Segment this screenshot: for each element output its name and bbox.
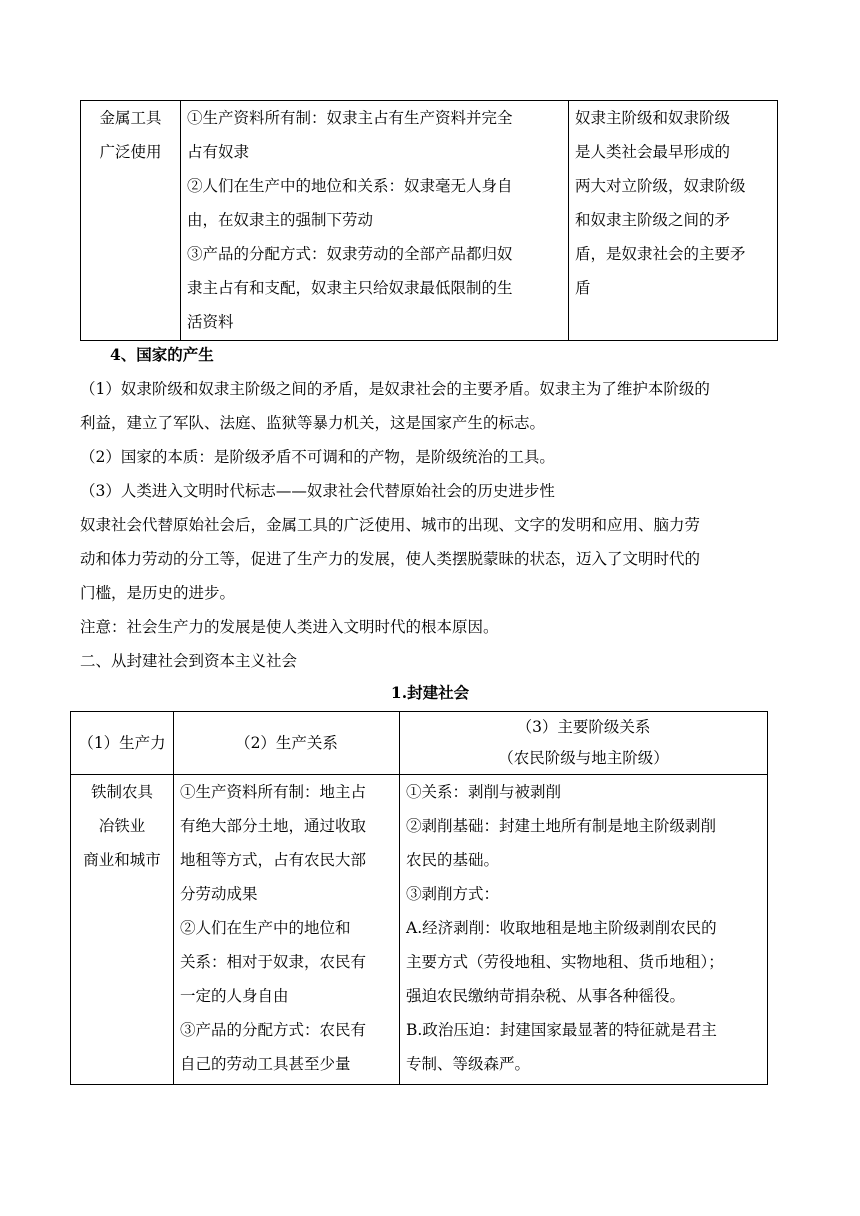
cell-line: 强迫农民缴纳苛捐杂税、从事各种徭役。 (406, 987, 686, 1005)
cell-line: ①生产资料所有制：奴隶主占有生产资料并完全 (187, 109, 513, 127)
productivity-cell (81, 101, 181, 341)
cell-line: B.政治压迫：封建国家最显著的特征就是君主 (406, 1021, 717, 1039)
cell-line: 一定的人身自由 (180, 987, 289, 1005)
cell-line: 广泛使用 (99, 143, 162, 161)
header-line: （农民阶级与地主阶级） (498, 749, 669, 767)
cell-line: 地租等方式，占有农民大部 (180, 851, 367, 869)
cell-line: A.经济剥削：收取地租是地主阶级剥削农民的 (406, 919, 717, 937)
table-row (81, 101, 778, 341)
feudal-society-table (70, 711, 768, 1085)
relations-of-production-cell (174, 775, 400, 1085)
paragraph: （2）国家的本质：是阶级矛盾不可调和的产物，是阶级统治的工具。 (80, 448, 555, 466)
cell-line: 盾 (575, 279, 591, 297)
note: 注意：社会生产力的发展是使人类进入文明时代的根本原因。 (80, 618, 499, 636)
cell-line: ②人们在生产中的地位和 (180, 919, 351, 937)
class-relations-cell (400, 775, 768, 1085)
header-relations: （2）生产关系 (174, 712, 400, 775)
cell-line: ③产品的分配方式：农民有 (180, 1021, 367, 1039)
table-caption: 1.封建社会 (390, 683, 470, 702)
relations-of-production-cell (181, 101, 569, 341)
header-class-relations (400, 712, 768, 775)
paragraph: （3）人类进入文明时代标志——奴隶社会代替原始社会的历史进步性 (80, 482, 555, 500)
cell-line: 铁制农具 (90, 783, 153, 801)
header-line: （3）主要阶级关系 (516, 718, 651, 736)
paragraph: 门槛，是历史的进步。 (80, 584, 236, 602)
cell-line: ①生产资料所有制：地主占 (180, 783, 367, 801)
paragraph: 奴隶社会代替原始社会后，金属工具的广泛使用、城市的出现、文字的发明和应用、脑力劳 (80, 516, 701, 534)
cell-line: 主要方式（劳役地租、实物地租、货币地租）； (406, 953, 724, 971)
cell-line: 冶铁业 (98, 817, 146, 835)
productivity-cell (71, 775, 174, 1085)
cell-line: 盾，是奴隶社会的主要矛 (575, 245, 746, 263)
cell-line: 是人类社会最早形成的 (575, 143, 731, 161)
cell-line: ③剥削方式： (406, 885, 500, 903)
cell-line: 金属工具 (99, 109, 162, 127)
section-heading: 二、从封建社会到资本主义社会 (80, 652, 298, 670)
header-productivity: （1）生产力 (71, 712, 174, 775)
cell-line: 关系：相对于奴隶，农民有 (180, 953, 367, 971)
paragraph: （1）奴隶阶级和奴隶主阶级之间的矛盾，是奴隶社会的主要矛盾。奴隶主为了维护本阶级的 (80, 380, 710, 398)
cell-line: 隶主占有和支配，奴隶主只给奴隶最低限制的生 (187, 279, 513, 297)
section-heading: 4、国家的产生 (110, 345, 214, 364)
cell-line: 自己的劳动工具甚至少量 (180, 1055, 351, 1073)
cell-line: 两大对立阶级，奴隶阶级 (575, 177, 746, 195)
cell-line: ②剥削基础：封建土地所有制是地主阶级剥削 (406, 817, 717, 835)
table-header-row (71, 712, 768, 775)
cell-line: 农民的基础。 (406, 851, 500, 869)
cell-line: ①关系：剥削与被剥削 (406, 783, 562, 801)
cell-line: 商业和城市 (83, 851, 161, 869)
cell-line: ②人们在生产中的地位和关系：奴隶毫无人身自 (187, 177, 513, 195)
paragraph: 动和体力劳动的分工等，促进了生产力的发展，使人类摆脱蒙昧的状态，迈入了文明时代的 (80, 550, 701, 568)
paragraph: 利益，建立了军队、法庭、监狱等暴力机关，这是国家产生的标志。 (80, 414, 546, 432)
cell-line: 和奴隶主阶级之间的矛 (575, 211, 731, 229)
cell-line: 活资料 (187, 313, 234, 331)
table-row (71, 775, 768, 1085)
cell-line: ③产品的分配方式：奴隶劳动的全部产品都归奴 (187, 245, 513, 263)
class-relations-cell (569, 101, 778, 341)
cell-line: 有绝大部分土地，通过收取 (180, 817, 367, 835)
cell-line: 专制、等级森严。 (406, 1055, 531, 1073)
cell-line: 奴隶主阶级和奴隶阶级 (575, 109, 731, 127)
cell-line: 分劳动成果 (180, 885, 258, 903)
cell-line: 占有奴隶 (187, 143, 250, 161)
cell-line: 由，在奴隶主的强制下劳动 (187, 211, 374, 229)
slave-society-table (80, 100, 778, 341)
